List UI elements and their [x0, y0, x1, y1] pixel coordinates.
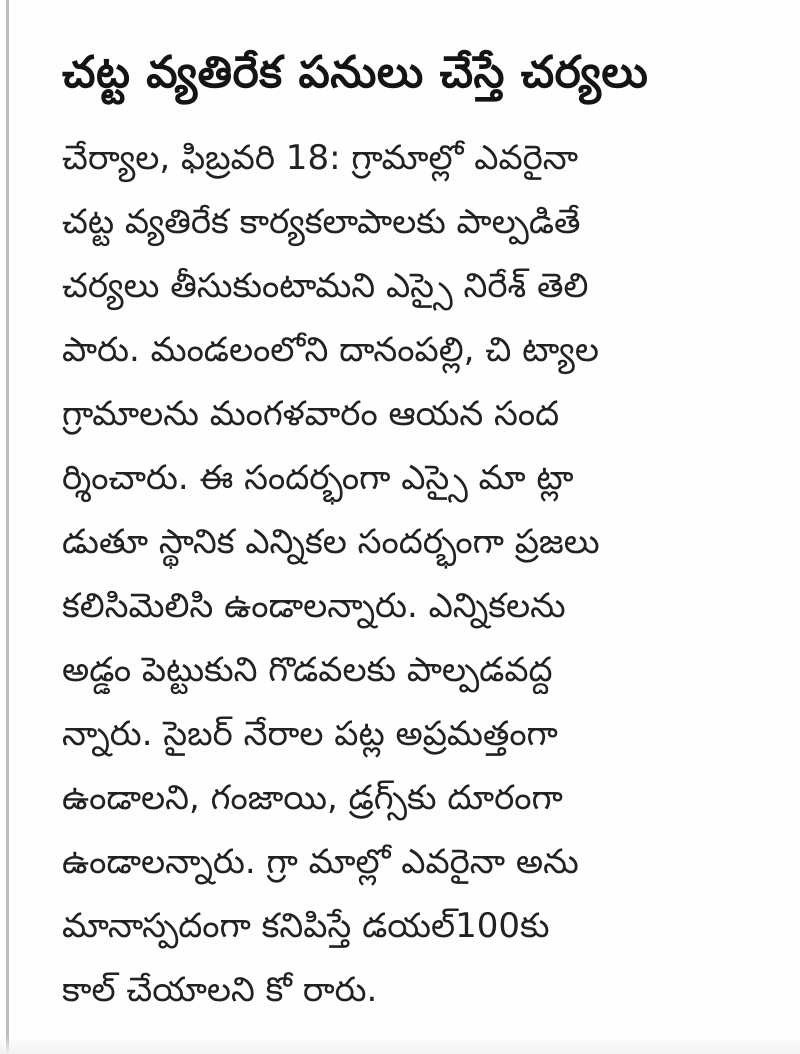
- article-line: కలిసిమెలిసి ఉండాలన్నారు. ఎన్నికలను: [62, 586, 566, 626]
- article-line: చేర్యాల, ఫిబ్రవరి 18: గ్రామాల్లో ఎవరైనా: [62, 138, 579, 178]
- article-line: ఉండాలని, గంజాయి, డ్రగ్స్‌కు దూరంగా: [62, 778, 563, 818]
- article-line: ఉండాలన్నారు. గ్రా మాల్లో ఎవరైనా అను: [62, 842, 579, 882]
- article-line: డుతూ స్థానిక ఎన్నికల సందర్భంగా ప్రజలు: [62, 522, 600, 562]
- article-line: చట్ట వ్యతిరేక కార్యకలాపాలకు పాల్పడితే: [62, 202, 581, 242]
- article-line: గ్రామాలను మంగళవారం ఆయన సంద: [62, 394, 560, 434]
- article-line: పారు. మండలంలోని దానంపల్లి, చి ట్యాల: [62, 330, 599, 370]
- article-line: న్నారు. సైబర్ నేరాల పట్ల అప్రమత్తంగా: [62, 714, 558, 754]
- bottom-edge: [0, 1036, 800, 1054]
- article-headline: చట్ట వ్యతిరేక పనులు చేస్తే చర్యలు: [62, 47, 649, 98]
- article-body: [62, 126, 752, 1022]
- article-line: ర్శించారు. ఈ సందర్భంగా ఎస్సై మా ట్లా: [62, 458, 574, 498]
- article-line: కాల్ చేయాలని కో రారు.: [62, 970, 378, 1010]
- article-line: చర్యలు తీసుకుంటామని ఎస్సై నిరేశ్ తెలి: [62, 266, 589, 306]
- article-line: అడ్డం పెట్టుకుని గొడవలకు పాల్పడవద్ద: [62, 650, 553, 690]
- column-divider: [6, 0, 9, 1054]
- article-line: మానాస్పదంగా కనిపిస్తే డయల్100కు: [62, 906, 550, 946]
